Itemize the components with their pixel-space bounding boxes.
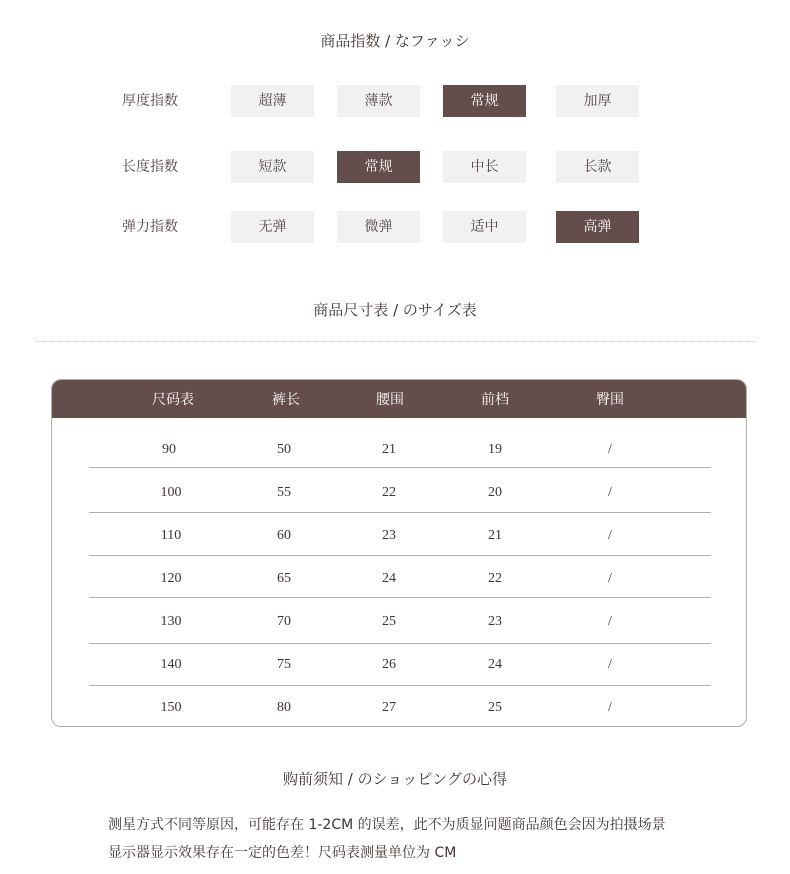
option-regular-selected: 常规 — [337, 151, 420, 183]
cell: 55 — [277, 485, 291, 500]
cell: 20 — [488, 485, 502, 500]
table-row — [52, 557, 746, 600]
option-no-stretch: 无弹 — [231, 211, 314, 243]
option-mid-long: 中长 — [443, 151, 526, 183]
cell: 24 — [488, 657, 502, 672]
cell: 50 — [277, 442, 291, 457]
cell: 24 — [382, 571, 396, 586]
size-table — [51, 379, 747, 727]
option-high-stretch-selected: 高弹 — [556, 211, 639, 243]
row-divider — [89, 555, 711, 556]
cell: / — [608, 528, 612, 543]
table-row — [52, 686, 746, 727]
cell: 23 — [488, 614, 502, 629]
cell: 25 — [382, 614, 396, 629]
header-waist: 腰围 — [376, 392, 404, 408]
index-section-title: 商品指数 / なファッシ — [320, 32, 470, 50]
table-row — [52, 600, 746, 643]
table-row — [52, 471, 746, 514]
cell: 140 — [160, 657, 182, 672]
cell: 23 — [382, 528, 396, 543]
option-thin: 薄款 — [337, 85, 420, 117]
index-label: 长度指数 — [122, 159, 178, 175]
cell: 22 — [382, 485, 396, 500]
table-row — [52, 514, 746, 557]
cell: 26 — [382, 657, 396, 672]
cell: 60 — [277, 528, 291, 543]
cell: 21 — [382, 442, 396, 457]
option-ultra-thin: 超薄 — [231, 85, 314, 117]
cell: 80 — [277, 700, 291, 715]
notice-section-title: 购前须知 / のショッピングの心得 — [283, 770, 507, 788]
cell: / — [608, 657, 612, 672]
header-hip: 臀围 — [596, 392, 624, 408]
header-front-rise: 前档 — [481, 392, 509, 408]
cell: 100 — [160, 485, 182, 500]
index-label: 厚度指数 — [122, 93, 178, 109]
option-short: 短款 — [231, 151, 314, 183]
cell: 110 — [160, 528, 182, 543]
cell: / — [608, 700, 612, 715]
cell: 75 — [277, 657, 291, 672]
row-divider — [89, 512, 711, 513]
size-section-title: 商品尺寸表 / のサイズ表 — [313, 301, 477, 319]
notice-line-1: 测星方式不同等原因，可能存在 1-2CM 的误差，此不为质显问题商品颜色会因为拍摄场景 — [108, 817, 666, 833]
table-header — [52, 380, 746, 418]
header-pants-length: 裤长 — [272, 392, 300, 408]
cell: 130 — [160, 614, 182, 629]
cell: / — [608, 571, 612, 586]
cell: 27 — [382, 700, 396, 715]
row-divider — [89, 467, 711, 468]
cell: 22 — [488, 571, 502, 586]
cell: / — [608, 485, 612, 500]
cell: 70 — [277, 614, 291, 629]
notice-line-2: 显示器显示效果存在一定的色差！尺码表测量单位为 CM — [108, 845, 457, 861]
dotted-divider — [36, 341, 755, 342]
cell: 25 — [488, 700, 502, 715]
option-long: 长款 — [556, 151, 639, 183]
option-slight-stretch: 微弹 — [337, 211, 420, 243]
cell: 120 — [160, 571, 182, 586]
cell: / — [608, 442, 612, 457]
table-row — [52, 428, 746, 471]
option-regular-selected: 常规 — [443, 85, 526, 117]
cell: 90 — [162, 442, 176, 457]
table-row — [52, 643, 746, 686]
row-divider — [89, 597, 711, 598]
cell: 150 — [160, 700, 182, 715]
cell: 19 — [488, 442, 502, 457]
cell: / — [608, 614, 612, 629]
option-thick: 加厚 — [556, 85, 639, 117]
option-moderate: 适中 — [443, 211, 526, 243]
cell: 21 — [488, 528, 502, 543]
cell: 65 — [277, 571, 291, 586]
header-size: 尺码表 — [152, 392, 194, 408]
index-label: 弹力指数 — [122, 219, 178, 235]
